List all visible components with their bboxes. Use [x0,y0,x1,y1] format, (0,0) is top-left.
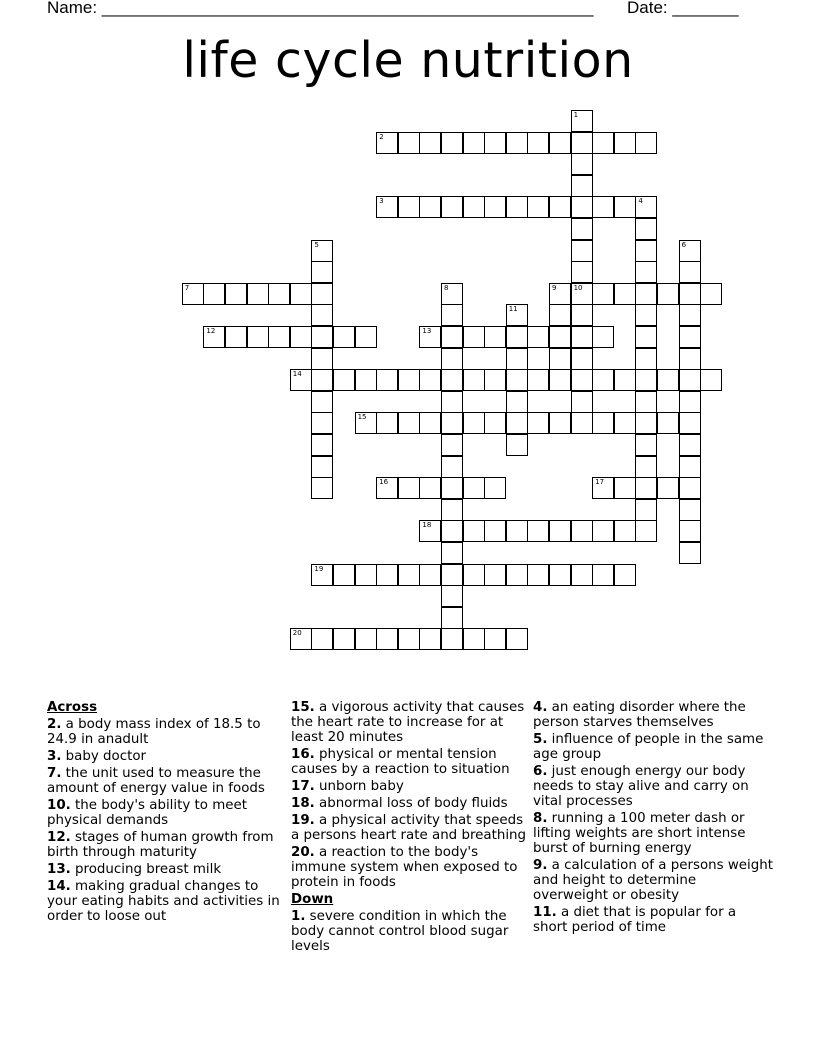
crossword-cell[interactable] [355,369,377,391]
page-title: life cycle nutrition [182,32,634,89]
crossword-cell[interactable] [484,628,506,650]
crossword-cell[interactable] [311,369,333,391]
crossword-cell[interactable] [506,628,528,650]
crossword-cell[interactable] [592,520,614,542]
crossword-cell[interactable] [311,348,333,370]
crossword-cell[interactable] [506,434,528,456]
crossword-cell[interactable] [635,132,657,154]
crossword-cell[interactable] [376,628,398,650]
down-clue [533,811,773,856]
crossword-cell[interactable] [679,477,701,499]
crossword-cell[interactable] [549,348,571,370]
crossword-cell[interactable] [441,542,463,564]
crossword-cell[interactable] [679,283,701,305]
clue-text: the body's ability to meet physical demands [47,798,248,828]
crossword-cell[interactable] [657,283,679,305]
name-line: ____________________________________________________ [101,0,594,17]
crossword-cell[interactable] [311,412,333,434]
crossword-cell[interactable] [506,369,528,391]
across-clue [291,700,531,745]
crossword-cell[interactable] [225,326,247,348]
across-clue [47,749,287,764]
crossword-cell[interactable] [592,132,614,154]
down-clue [533,905,773,935]
down-clue [533,732,773,762]
crossword-cell[interactable] [355,326,377,348]
crossword-cell[interactable] [635,434,657,456]
crossword-cell[interactable] [311,283,333,305]
crossword-cell[interactable] [549,369,571,391]
crossword-cell[interactable] [376,369,398,391]
crossword-cell[interactable] [679,391,701,413]
crossword-cell[interactable] [549,412,571,434]
crossword-cell[interactable] [311,391,333,413]
crossword-cell[interactable] [506,412,528,434]
crossword-cell[interactable] [592,196,614,218]
clue-number: 4. [533,700,548,715]
crossword-cell[interactable] [571,132,593,154]
crossword-cell[interactable] [571,520,593,542]
crossword-cell[interactable] [571,348,593,370]
crossword-cell[interactable] [635,499,657,521]
crossword-cell[interactable] [398,132,420,154]
crossword-cell[interactable] [506,520,528,542]
crossword-cell[interactable] [549,564,571,586]
crossword-cell[interactable] [311,456,333,478]
crossword-cell[interactable] [419,412,441,434]
crossword-cell[interactable] [398,564,420,586]
clue-number-label: 19 [314,564,324,573]
crossword-cell[interactable] [484,196,506,218]
clue-text: a calculation of a persons weight and height to determine overweight or obesity [533,858,774,903]
crossword-cell[interactable] [484,326,506,348]
clue-number-label: 9 [552,283,557,292]
crossword-cell[interactable] [311,434,333,456]
crossword-cell[interactable] [333,628,355,650]
clue-number-label: 10 [573,283,583,292]
crossword-cell[interactable] [571,283,593,305]
crossword-cell[interactable] [268,326,290,348]
crossword-cell[interactable] [290,628,312,650]
crossword-cell[interactable] [441,607,463,629]
crossword-cell[interactable] [571,153,593,175]
clue-text: a physical activity that speeds a persons heart rate and breathing [291,813,527,843]
crossword-cell[interactable] [463,196,485,218]
crossword-cell[interactable] [657,369,679,391]
across-clue [291,747,531,777]
across-clue [291,813,531,843]
down-heading: Down [291,892,334,907]
clue-number: 10. [47,798,71,813]
crossword-cell[interactable] [419,132,441,154]
crossword-cell[interactable] [463,369,485,391]
crossword-cell[interactable] [247,326,269,348]
clue-number: 8. [533,811,548,826]
clue-number: 6. [533,764,548,779]
crossword-cell[interactable] [635,369,657,391]
crossword-cell[interactable] [571,261,593,283]
crossword-cell[interactable] [614,564,636,586]
crossword-cell[interactable] [571,218,593,240]
crossword-cell[interactable] [419,477,441,499]
crossword-cell[interactable] [549,196,571,218]
crossword-cell[interactable] [506,326,528,348]
clue-number: 19. [291,813,315,828]
crossword-cell[interactable] [635,412,657,434]
crossword-cell[interactable] [527,326,549,348]
clue-number: 14. [47,879,71,894]
crossword-cell[interactable] [614,412,636,434]
crossword-cell[interactable] [679,499,701,521]
clue-number: 15. [291,700,315,715]
crossword-cell[interactable] [463,520,485,542]
across-clue [47,717,287,747]
crossword-cell[interactable] [311,261,333,283]
clue-text: unborn baby [314,779,404,794]
crossword-cell[interactable] [527,132,549,154]
clue-number-label: 3 [379,197,384,206]
crossword-cell[interactable] [635,283,657,305]
crossword-cell[interactable] [441,499,463,521]
crossword-cell[interactable] [679,456,701,478]
crossword-cell[interactable] [398,628,420,650]
crossword-cell[interactable] [527,564,549,586]
clue-number-label: 14 [292,370,302,379]
crossword-cell[interactable] [679,369,701,391]
crossword-cell[interactable] [441,391,463,413]
crossword-cell[interactable] [441,456,463,478]
crossword-cell[interactable] [311,304,333,326]
clue-number-label: 16 [379,478,389,487]
crossword-cell[interactable] [398,412,420,434]
crossword-cell[interactable] [484,412,506,434]
crossword-cell[interactable] [571,326,593,348]
crossword-cell[interactable] [635,391,657,413]
clue-number-label: 11 [508,305,518,314]
clues-column-1 [47,700,287,926]
crossword-cell[interactable] [419,369,441,391]
crossword-cell[interactable] [679,348,701,370]
name-label: Name: [47,0,102,17]
crossword-cell[interactable] [225,283,247,305]
clue-number-label: 8 [444,283,449,292]
crossword-cell[interactable] [441,196,463,218]
clue-number: 17. [291,779,315,794]
crossword-cell[interactable] [506,196,528,218]
clue-number: 13. [47,862,71,877]
clue-number-label: 12 [206,327,216,335]
clue-number-label: 18 [422,521,432,530]
crossword-cell[interactable] [376,477,398,499]
crossword-cell[interactable] [571,196,593,218]
crossword-cell[interactable] [635,456,657,478]
crossword-cell[interactable] [419,520,441,542]
crossword-cell[interactable] [571,110,593,132]
crossword-cell[interactable] [571,304,593,326]
crossword-cell[interactable] [419,628,441,650]
crossword-cell[interactable] [657,477,679,499]
crossword-cell[interactable] [484,564,506,586]
crossword-cell[interactable] [290,283,312,305]
clue-text: a reaction to the body's immune system when exposed to protein in foods [291,845,518,890]
crossword-cell[interactable] [635,218,657,240]
crossword-cell[interactable] [484,477,506,499]
clue-text: abnormal loss of body fluids [314,796,508,811]
clue-text: producing breast milk [70,862,222,877]
crossword-cell[interactable] [419,326,441,348]
crossword-cell[interactable] [549,132,571,154]
clue-text: just enough energy our body needs to stay alive and carry on vital processes [533,764,749,809]
crossword-cell[interactable] [592,412,614,434]
crossword-cell[interactable] [506,304,528,326]
crossword-cell[interactable] [398,477,420,499]
crossword-cell[interactable] [484,520,506,542]
down-clue [533,764,773,809]
crossword-cell[interactable] [635,477,657,499]
crossword-cell[interactable] [571,412,593,434]
across-clue [47,830,287,860]
crossword-cell[interactable] [376,196,398,218]
crossword-cell[interactable] [679,304,701,326]
across-clue [47,798,287,828]
clue-number: 3. [47,749,62,764]
crossword-cell[interactable] [679,326,701,348]
crossword-cell[interactable] [441,628,463,650]
crossword-cell[interactable] [506,391,528,413]
crossword-cell[interactable] [657,412,679,434]
crossword-cell[interactable] [679,520,701,542]
clue-number: 20. [291,845,315,860]
crossword-cell[interactable] [441,520,463,542]
crossword-cell[interactable] [311,477,333,499]
clue-number: 9. [533,858,548,873]
crossword-cell[interactable] [700,369,722,391]
crossword-cell[interactable] [635,240,657,262]
crossword-cell[interactable] [635,326,657,348]
crossword-cell[interactable] [441,132,463,154]
crossword-cell[interactable] [679,261,701,283]
crossword-cell[interactable] [441,412,463,434]
clue-text: a vigorous activity that causes the heart rate to increase for at least 20 minutes [291,700,525,745]
clue-number: 1. [291,909,306,924]
crossword-cell[interactable] [182,283,204,305]
crossword-cell[interactable] [592,369,614,391]
crossword-cell[interactable] [268,283,290,305]
crossword-cell[interactable] [506,564,528,586]
crossword-cell[interactable] [484,132,506,154]
date-label: Date: [627,0,673,17]
crossword-cell[interactable] [419,564,441,586]
across-heading: Across [47,700,98,715]
clue-number: 12. [47,830,71,845]
clue-number-label: 17 [595,478,605,487]
down-clue [533,858,773,903]
crossword-cell[interactable] [441,283,463,305]
crossword-cell[interactable] [679,434,701,456]
crossword-cell[interactable] [679,240,701,262]
crossword-cell[interactable] [614,477,636,499]
clue-text: running a 100 meter dash or lifting weights are short intense burst of burning energy [533,811,746,856]
clue-number: 5. [533,732,548,747]
across-clue [47,766,287,796]
clue-number: 2. [47,717,62,732]
crossword-cell[interactable] [484,369,506,391]
crossword-cell[interactable] [635,196,657,218]
crossword-cell[interactable] [527,520,549,542]
crossword-cell[interactable] [614,369,636,391]
crossword-cell[interactable] [527,369,549,391]
crossword-cell[interactable] [290,326,312,348]
clue-number-label: 7 [184,283,190,292]
crossword-cell[interactable] [635,348,657,370]
crossword-cell[interactable] [441,348,463,370]
crossword-cell[interactable] [549,283,571,305]
crossword-cell[interactable] [441,585,463,607]
crossword-cell[interactable] [571,564,593,586]
clue-text: a body mass index of 18.5 to 24.9 in anadult [47,717,261,747]
crossword-cell[interactable] [355,412,377,434]
clue-number-label: 15 [357,413,367,422]
across-clue [291,796,531,811]
crossword-cell[interactable] [549,326,571,348]
crossword-cell[interactable] [571,391,593,413]
crossword-cell[interactable] [290,369,312,391]
crossword-cell[interactable] [247,283,269,305]
crossword-cell[interactable] [311,240,333,262]
crossword-cell[interactable] [592,477,614,499]
clue-text: an eating disorder where the person starves themselves [533,700,746,730]
clue-number: 11. [533,905,557,920]
down-clue [533,700,773,730]
crossword-cell[interactable] [311,628,333,650]
clue-number-label: 2 [379,132,384,141]
crossword-cell[interactable] [592,283,614,305]
crossword-cell[interactable] [571,240,593,262]
crossword-cell[interactable] [571,369,593,391]
crossword-cell[interactable] [398,369,420,391]
crossword-cell[interactable] [635,261,657,283]
clue-number-label: 1 [573,111,579,119]
crossword-cell[interactable] [463,477,485,499]
clue-number: 7. [47,766,62,781]
date-line: _______ [672,0,739,17]
crossword-cell[interactable] [463,564,485,586]
crossword-cell[interactable] [203,283,225,305]
crossword-cell[interactable] [311,564,333,586]
across-clue [47,862,287,877]
crossword-cell[interactable] [441,369,463,391]
crossword-cell[interactable] [635,520,657,542]
clue-text: the unit used to measure the amount of energy value in foods [47,766,265,796]
clue-number: 16. [291,747,315,762]
crossword-cell[interactable] [571,175,593,197]
crossword-cell[interactable] [441,564,463,586]
crossword-cell[interactable] [506,348,528,370]
clue-text: physical or mental tension causes by a reaction to situation [291,747,510,777]
clues-column-2 [291,700,531,956]
down-clue [291,909,531,954]
crossword-cell[interactable] [463,326,485,348]
clue-number-label: 5 [314,240,319,249]
clue-number-label: 4 [638,197,643,206]
across-clue [291,845,531,890]
clue-number-label: 20 [292,629,302,638]
crossword-cell[interactable] [679,542,701,564]
clue-number-label: 6 [681,240,687,249]
crossword-cell[interactable] [203,326,225,348]
crossword-cell[interactable] [592,326,614,348]
across-clue [291,779,531,794]
crossword-cell[interactable] [549,304,571,326]
crossword-cell[interactable] [527,412,549,434]
crossword-cell[interactable] [333,326,355,348]
clue-text: influence of people in the same age group [533,732,764,762]
crossword-cell[interactable] [679,412,701,434]
crossword-cell[interactable] [441,304,463,326]
crossword-cell[interactable] [441,434,463,456]
crossword-cell[interactable] [441,477,463,499]
crossword-cell[interactable] [614,520,636,542]
crossword-cell[interactable] [398,196,420,218]
crossword-cell[interactable] [614,132,636,154]
crossword-cell[interactable] [376,132,398,154]
crossword-cell[interactable] [376,412,398,434]
crossword-cell[interactable] [419,196,441,218]
crossword-cell[interactable] [333,369,355,391]
crossword-cell[interactable] [700,283,722,305]
crossword-cell[interactable] [527,196,549,218]
crossword-cell[interactable] [441,326,463,348]
crossword-cell[interactable] [311,326,333,348]
crossword-cell[interactable] [614,196,636,218]
crossword-cell[interactable] [614,283,636,305]
crossword-cell[interactable] [463,412,485,434]
clue-text: severe condition in which the body cannot control blood sugar levels [291,909,509,954]
clue-text: making gradual changes to your eating habits and activities in order to loose out [47,879,280,924]
clue-text: baby doctor [61,749,147,764]
crossword-cell[interactable] [463,132,485,154]
clue-number-label: 13 [422,327,432,335]
across-clue [47,879,287,924]
clue-number: 18. [291,796,315,811]
crossword-cell[interactable] [355,564,377,586]
crossword-cell[interactable] [376,564,398,586]
crossword-cell[interactable] [549,520,571,542]
crossword-cell[interactable] [506,132,528,154]
clues-column-3 [533,700,773,937]
clue-text: a diet that is popular for a short period of time [533,905,737,935]
crossword-cell[interactable] [355,628,377,650]
crossword-cell[interactable] [463,628,485,650]
crossword-cell[interactable] [635,304,657,326]
crossword-cell[interactable] [592,564,614,586]
crossword-cell[interactable] [333,564,355,586]
clue-text: stages of human growth from birth through maturity [47,830,274,860]
